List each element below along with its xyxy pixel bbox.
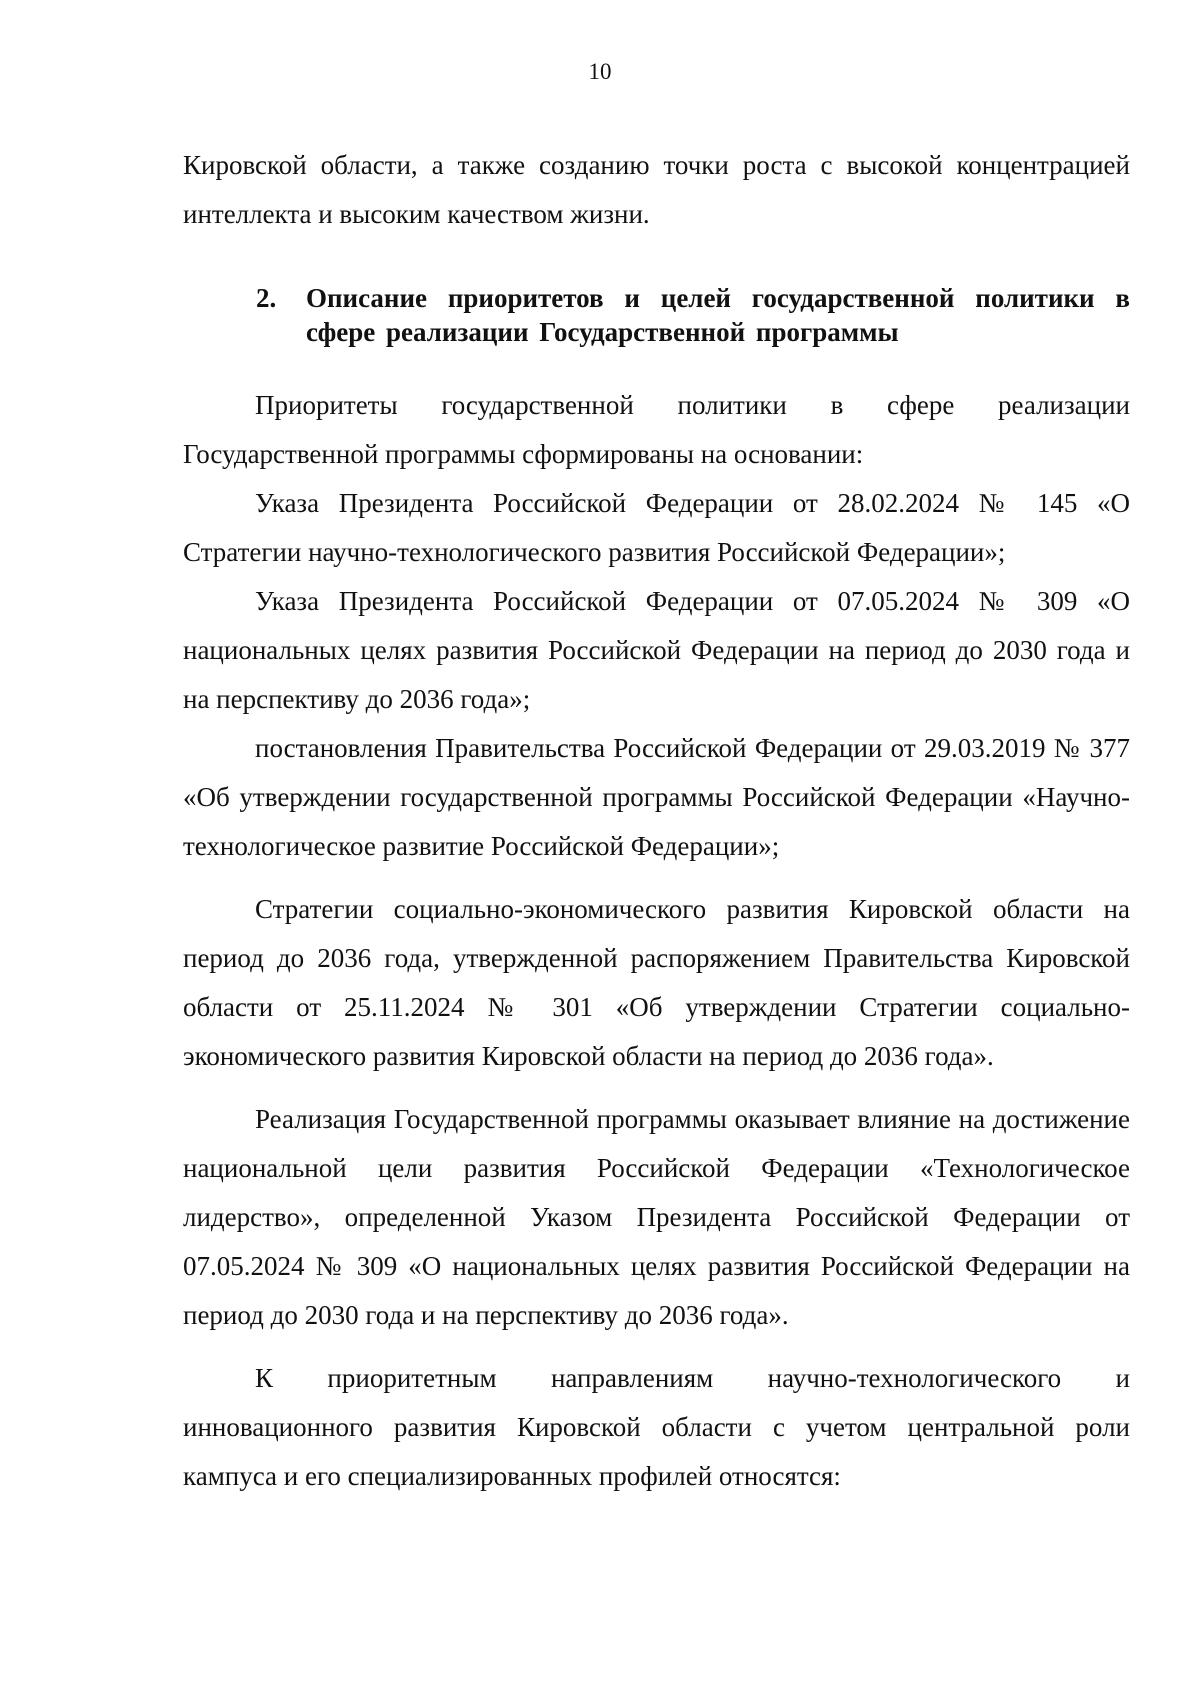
paragraph-resolution-377: постановления Правительства Российской Федерации от 29.03.2019 № 377 «Об утверждении государственной программы Российской Федерации «Научно-технологическое развитие Российской Федерации»; — [183, 733, 1130, 861]
paragraph-decree-145: Указа Президента Российской Федерации от 28.02.2024 № 145 «О Стратегии научно-технологического развития Российской Федерации»; — [183, 488, 1130, 567]
paragraph-directions: К приоритетным направлениям научно-технологического и инновационного развития Кировской области с учетом центральной роли кампуса и его специализированных профилей относятся: — [183, 1363, 1130, 1491]
paragraph-strategy: Стратегии социально-экономического развития Кировской области на период до 2036 года, утвержденной распоряжением Правительства Кировской области от 25.11.2024 № 301 «Об утверждении Стратегии социально-экономического развития Кировской области на период до 2036 года». — [183, 894, 1130, 1071]
page-number: 10 — [588, 59, 612, 84]
section-title: Описание приоритетов и целей государственной политики в сфере реализации Государственной программы — [306, 283, 1130, 347]
paragraph-priorities: Приоритеты государственной политики в сфере реализации Государственной программы сформированы на основании: — [183, 390, 1130, 469]
section-heading — [183, 281, 1130, 349]
paragraph-national-goal: Реализация Государственной программы оказывает влияние на достижение национальной цели развития Российской Федерации «Технологическое лидерство», определенной Указом Президента Российской Федерации от 07.05.2024 № 309 «О национальных целях развития Российской Федерации на период до 2030 года и на перспективу до 2036 года». — [183, 1104, 1130, 1330]
document-body — [183, 141, 1130, 1501]
paragraph-decree-309: Указа Президента Российской Федерации от 07.05.2024 № 309 «О национальных целях развития Российской Федерации на период до 2030 года и на перспективу до 2036 года»; — [183, 586, 1130, 714]
section-number: 2. — [256, 283, 277, 313]
intro-paragraph: Кировской области, а также созданию точки роста с высокой концентрацией интеллекта и высоким качеством жизни. — [183, 150, 1130, 229]
